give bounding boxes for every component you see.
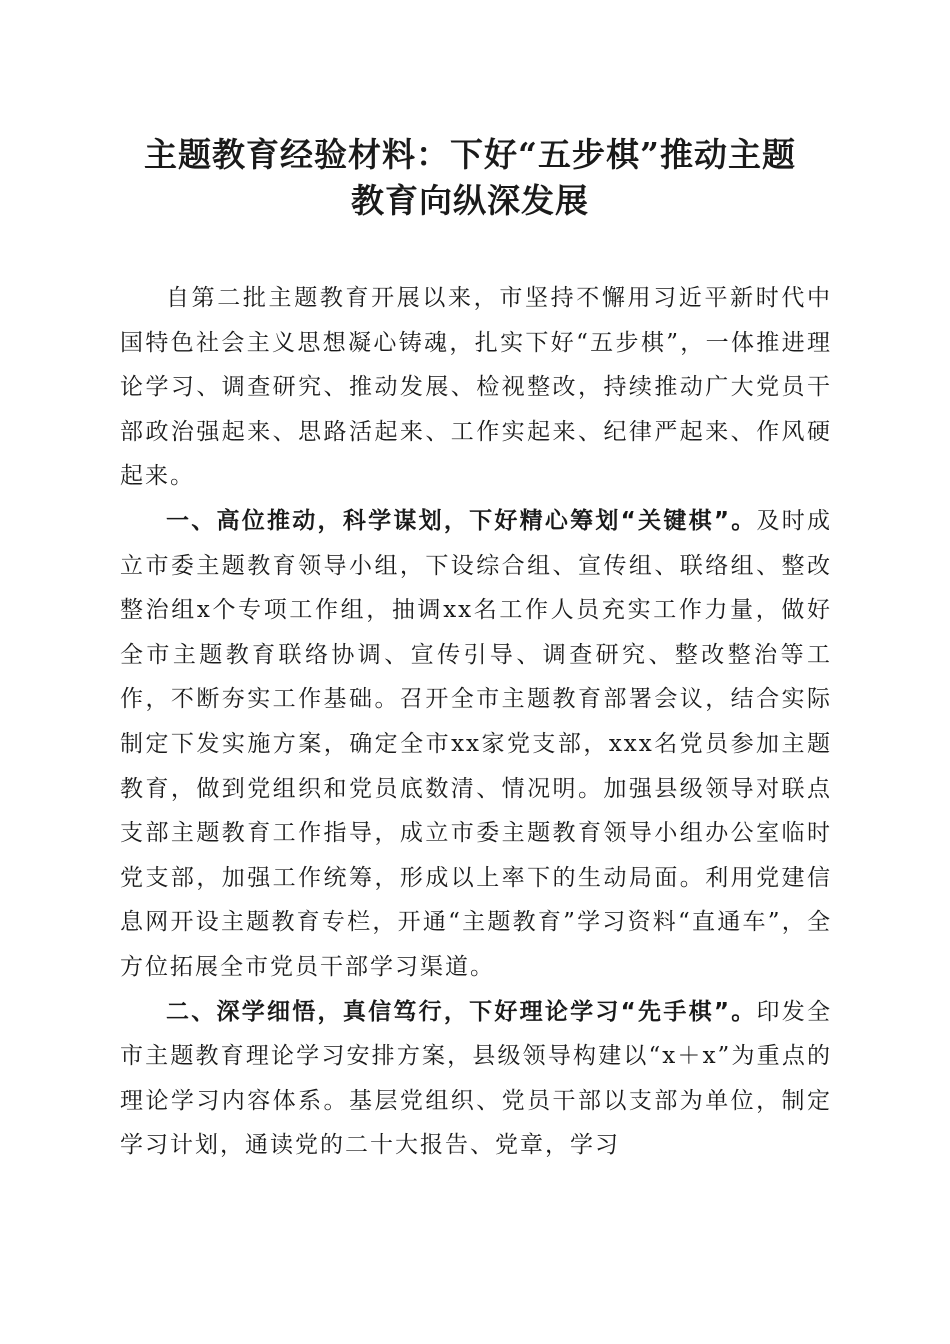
- document-body: [120, 276, 832, 1168]
- section-body-1: 及时成立市委主题教育领导小组，下设综合组、宣传组、联络组、整改整治组x个专项工作组，抽调xx名工作人员充实工作力量，做好全市主题教育联络协调、宣传引导、调查研究、整改整治等工作，不断夯实工作基础。召开全市主题教育部署会议，结合实际制定下发实施方案，确定全市xx家党支部，xxx名党员参加主题教育，做到党组织和党员底数清、情况明。加强县级领导对联点支部主题教育工作指导，成立市委主题教育领导小组办公室临时党支部，加强工作统筹，形成以上率下的生动局面。利用党建信息网开设主题教育专栏，开通“主题教育”学习资料“直通车”，全方位拓展全市党员干部学习渠道。: [120, 507, 833, 980]
- document-title: [100, 132, 840, 224]
- intro-paragraph: 自第二批主题教育开展以来，市坚持不懈用习近平新时代中国特色社会主义思想凝心铸魂，扎实下好“五步棋”，一体推进理论学习、调查研究、推动发展、检视整改，持续推动广大党员干部政治强起来、思路活起来、工作实起来、纪律严起来、作风硬起来。: [120, 285, 832, 490]
- section-paragraph-1: [120, 499, 832, 990]
- section-paragraph-2: [120, 990, 832, 1168]
- title-line-1: 主题教育经验材料：下好“五步棋”推动主题: [144, 135, 796, 174]
- title-line-2: 教育向纵深发展: [351, 181, 589, 220]
- section-heading-2: 二、深学细悟，真信笃行，下好理论学习“先手棋”。: [166, 998, 757, 1025]
- section-heading-1: 一、高位推动，科学谋划，下好精心筹划“关键棋”。: [166, 507, 757, 534]
- section-body-2: 印发全市主题教育理论学习安排方案，县级领导构建以“x＋x”为重点的理论学习内容体系。基层党组织、党员干部以支部为单位，制定学习计划，通读党的二十大报告、党章，学习: [120, 998, 833, 1159]
